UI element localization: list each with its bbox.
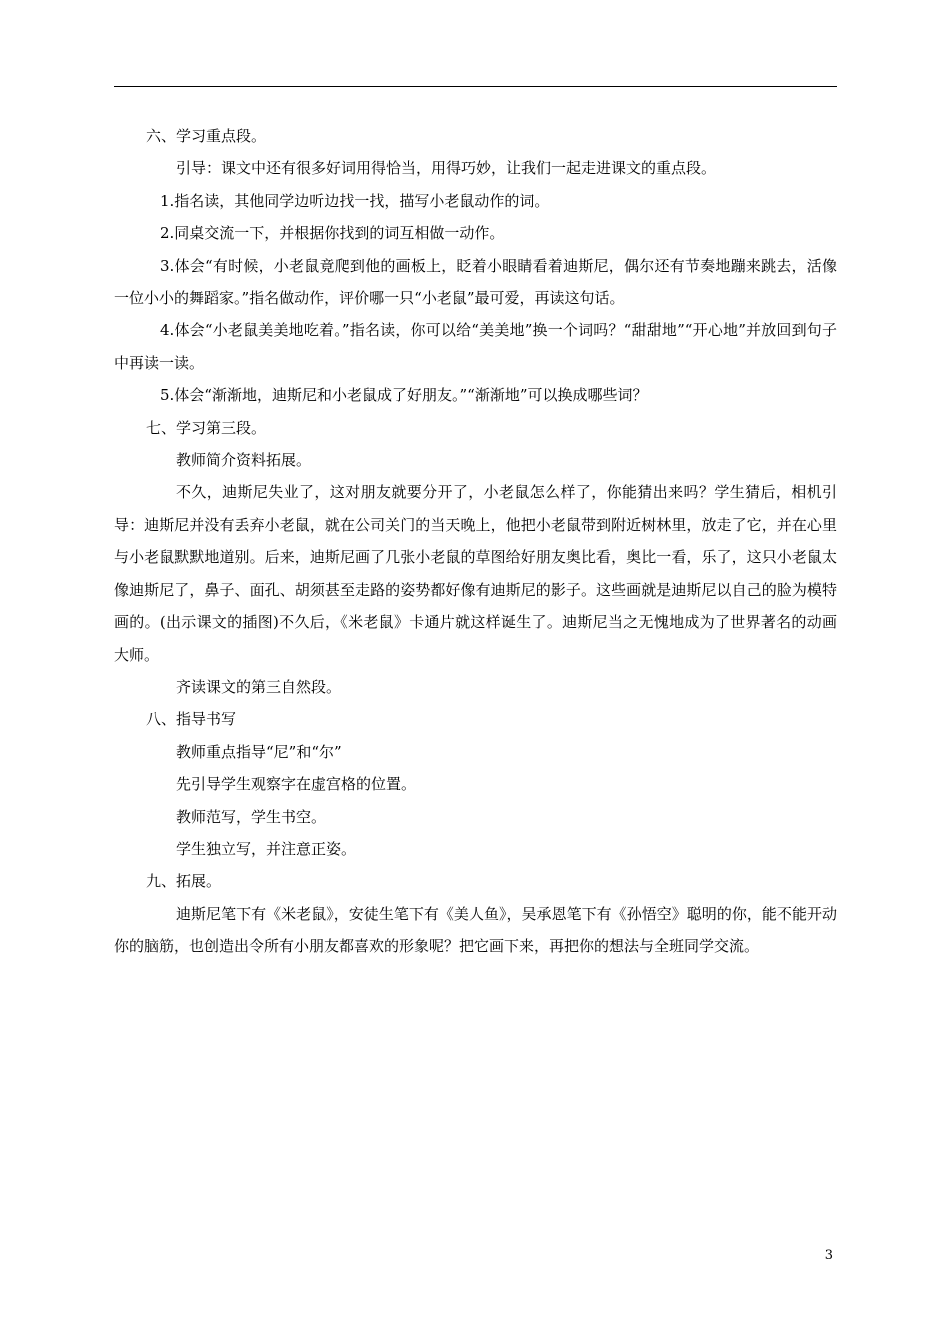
step-item-2: 2.同桌交流一下，并根据你找到的词互相做一动作。 xyxy=(160,224,505,243)
body-paragraph: 教师简介资料拓展。 xyxy=(176,451,312,470)
body-paragraph: 先引导学生观察字在虚宫格的位置。 xyxy=(176,775,417,794)
body-paragraph: 教师范写，学生书空。 xyxy=(176,807,327,826)
section-heading-6: 六、学习重点段。 xyxy=(146,127,267,145)
step-item-4: 4.体会“小老鼠美美地吃着。”指名读，你可以给“美美地”换一个词吗？“甜甜地”“开心地”并放回到句子中再读一读。 xyxy=(114,321,837,372)
step-item-5: 5.体会“渐渐地，迪斯尼和小老鼠成了好朋友。”“渐渐地”可以换成哪些词？ xyxy=(160,386,648,405)
section-heading-7: 七、学习第三段。 xyxy=(146,418,267,437)
step-item-1: 1.指名读，其他同学边听边找一找，描写小老鼠动作的词。 xyxy=(160,191,550,210)
body-paragraph: 学生独立写，并注意正姿。 xyxy=(176,839,357,858)
document-body xyxy=(114,120,837,963)
body-paragraph-story: 不久，迪斯尼失业了，这对朋友就要分开了，小老鼠怎么样了，你能猜出来吗？学生猜后，相机引导：迪斯尼并没有丢弃小老鼠，就在公司关门的当天晚上，他把小老鼠带到附近树林里，放走了它，并在心里与小老鼠默默地道别。后来，迪斯尼画了几张小老鼠的草图给好朋友奥比看，奥比一看，乐了，这只小老鼠太像迪斯尼了，鼻子、面孔、胡须甚至走路的姿势都好像有迪斯尼的影子。这些画就是迪斯尼以自己的脸为模特画的。(出示课文的插图)不久后，《米老鼠》卡通片就这样诞生了。迪斯尼当之无愧地成为了世界著名的动画大师。 xyxy=(114,483,837,664)
section-heading-9: 九、拓展。 xyxy=(146,872,222,891)
page-number: 3 xyxy=(824,1248,833,1263)
body-paragraph-extension: 迪斯尼笔下有《米老鼠》，安徒生笔下有《美人鱼》，吴承恩笔下有《孙悟空》聪明的你，能不能开动你的脑筋，也创造出令所有小朋友都喜欢的形象呢？把它画下来，再把你的想法与全班同学交流。 xyxy=(114,904,837,956)
body-paragraph: 齐读课文的第三自然段。 xyxy=(176,677,342,696)
header-rule xyxy=(114,86,837,87)
section-heading-8: 八、指导书写 xyxy=(146,710,237,729)
guide-paragraph: 引导：课文中还有很多好词用得恰当，用得巧妙，让我们一起走进课文的重点段。 xyxy=(176,159,717,178)
step-item-3: 3.体会“有时候，小老鼠竟爬到他的画板上，眨着小眼睛看着迪斯尼，偶尔还有节奏地蹦来跳去，活像一位小小的舞蹈家。”指名做动作，评价哪一只“小老鼠”最可爱，再读这句话。 xyxy=(114,256,837,308)
body-paragraph: 教师重点指导“尼”和“尔” xyxy=(176,742,342,761)
